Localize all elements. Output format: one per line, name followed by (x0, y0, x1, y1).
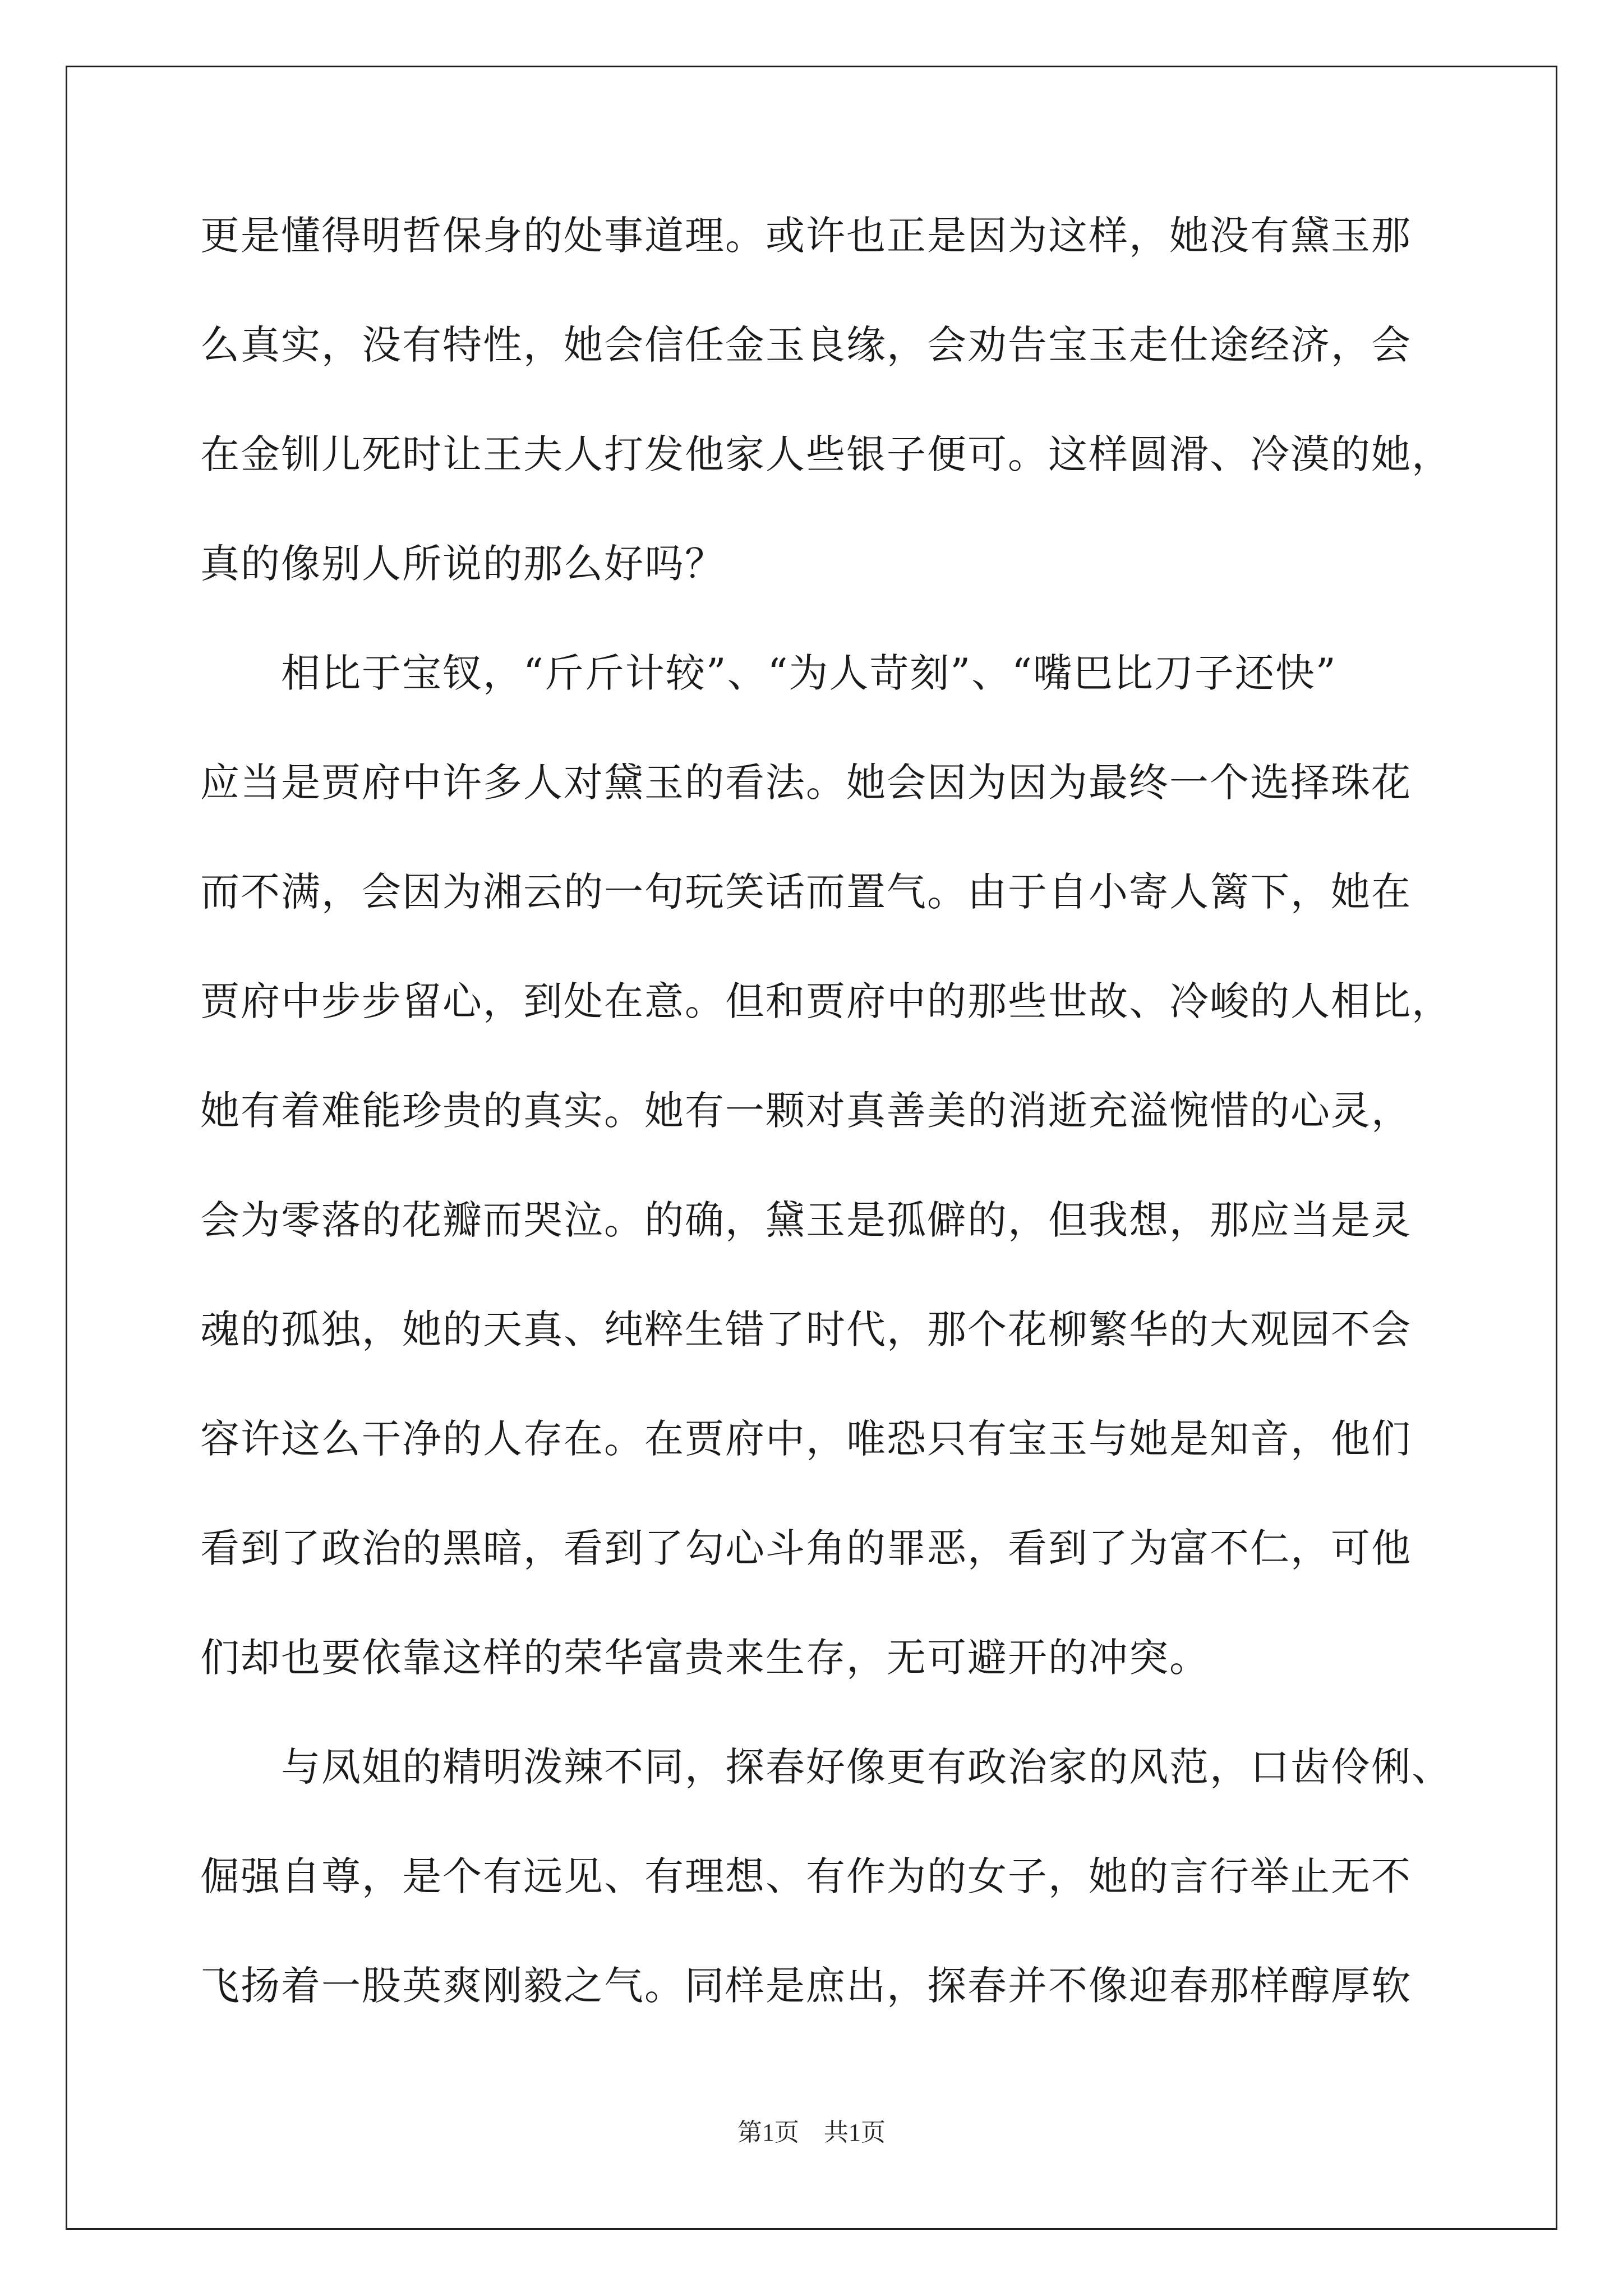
text-line: 真的像别人所说的那么好吗？ (200, 541, 725, 587)
text-line: 们却也要依靠这样的荣华富贵来生存，无可避开的冲突。 (200, 1635, 1210, 1681)
text-line: 容许这么干净的人存在。在贾府中，唯恐只有宝玉与她是知音，他们 (200, 1416, 1412, 1462)
page-footer (0, 2112, 1623, 2148)
text-line: 魂的孤独，她的天真、纯粹生错了时代，那个花柳繁华的大观园不会 (200, 1306, 1412, 1352)
text-line: 她有着难能珍贵的真实。她有一颗对真善美的消逝充溢惋惜的心灵， (200, 1088, 1412, 1134)
text-line: 与凤姐的精明泼辣不同，探春好像更有政治家的风范，口齿伶俐、 (200, 1744, 1452, 1790)
text-line: 贾府中步步留心，到处在意。但和贾府中的那些世故、冷峻的人相比， (200, 978, 1452, 1024)
text-line: 倔强自尊，是个有远见、有理想、有作为的女子，她的言行举止无不 (200, 1853, 1412, 1899)
text-line: 而不满，会因为湘云的一句玩笑话而置气。由于自小寄人篱下，她在 (200, 869, 1412, 915)
document-body (200, 208, 1452, 2067)
text-line: 飞扬着一股英爽刚毅之气。同样是庶出，探春并不像迎春那样醇厚软 (200, 1963, 1412, 2009)
text-line: 在金钏儿死时让王夫人打发他家人些银子便可。这样圆滑、冷漠的她， (200, 431, 1452, 477)
text-line: 么真实，没有特性，她会信任金玉良缘，会劝告宝玉走仕途经济，会 (200, 322, 1412, 368)
page-number: 第1页 (737, 2119, 799, 2146)
text-line: 会为零落的花瓣而哭泣。的确，黛玉是孤僻的，但我想，那应当是灵 (200, 1197, 1412, 1243)
text-line: 更是懂得明哲保身的处事道理。或许也正是因为这样，她没有黛玉那 (200, 213, 1412, 259)
text-line: 应当是贾府中许多人对黛玉的看法。她会因为因为最终一个选择珠花 (200, 760, 1412, 806)
text-line: 看到了政治的黑暗，看到了勾心斗角的罪恶，看到了为富不仁，可他 (200, 1525, 1412, 1571)
page-total: 共1页 (824, 2119, 886, 2146)
text-line: 相比于宝钗，“斤斤计较”、“为人苛刻”、“嘴巴比刀子还快” (200, 650, 1337, 696)
